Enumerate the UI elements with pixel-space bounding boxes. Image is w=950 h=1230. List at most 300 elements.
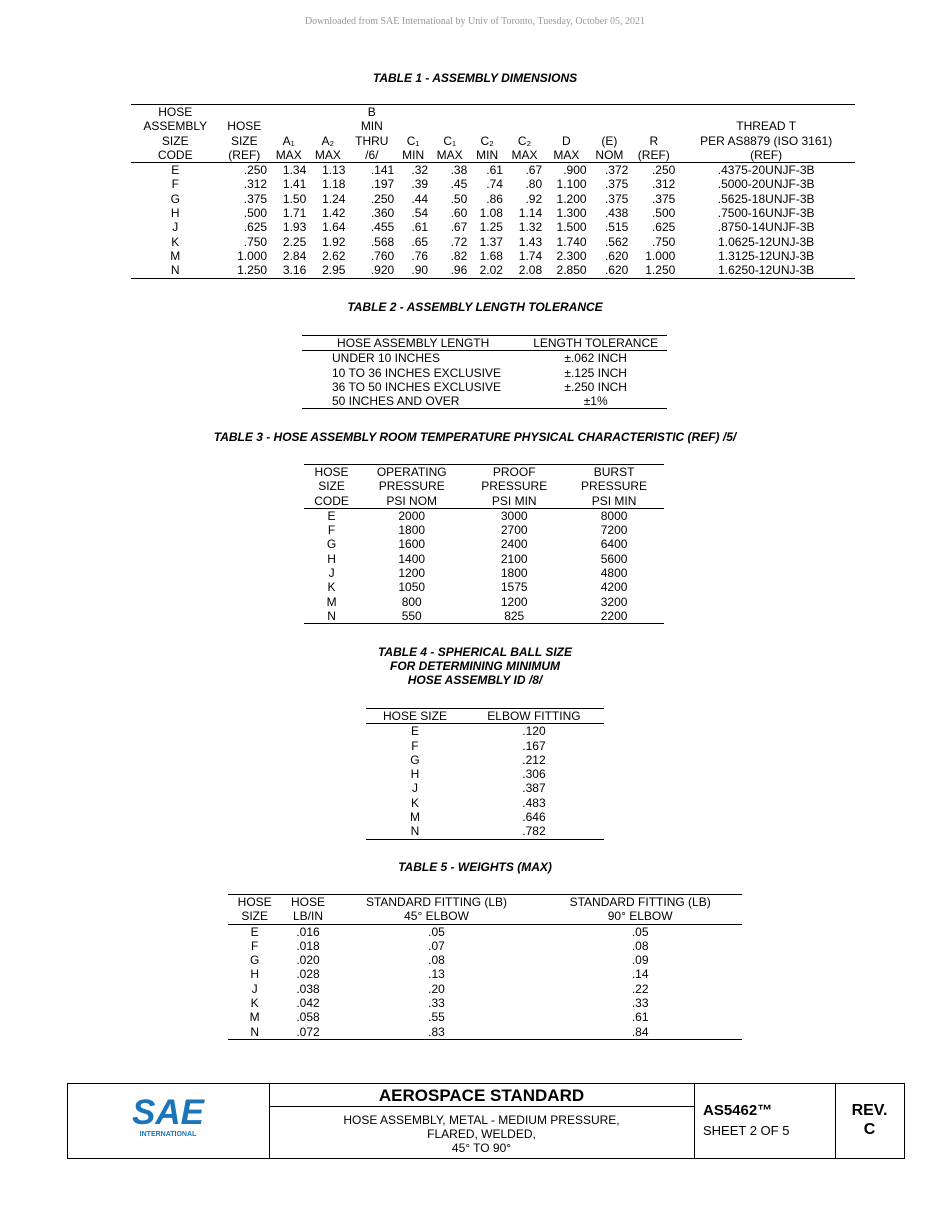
table-cell: H [327, 551, 336, 566]
sae-logo-subtext: INTERNATIONAL [139, 1131, 197, 1138]
column-header: SIZE [228, 909, 281, 924]
table-cell: M [326, 594, 337, 609]
table-cell: .13 [428, 967, 445, 982]
header-row [304, 494, 664, 509]
table-cell: .65 [411, 234, 429, 249]
table-cell: .7500-16UNJF-3B [717, 206, 815, 221]
table-cell: .515 [604, 220, 629, 235]
table-row [228, 967, 742, 981]
column-header: STANDARD FITTING (LB) [335, 895, 539, 910]
table-cell: J [251, 981, 258, 996]
column-header: SIZE [161, 133, 189, 148]
table-cell: .372 [604, 163, 629, 178]
table-cell: 2700 [500, 523, 528, 538]
table4-title [0, 645, 950, 687]
table-cell: E [171, 163, 180, 178]
table-row [366, 781, 604, 795]
table-cell: .38 [450, 163, 468, 178]
table-cell: .76 [411, 248, 429, 263]
table-row [304, 566, 664, 580]
table-cell: .646 [522, 810, 546, 825]
table-cell: .920 [347, 263, 396, 278]
table-cell: 1050 [398, 580, 426, 595]
table-cell: .32 [411, 163, 429, 178]
column-header [505, 105, 544, 120]
table-row [302, 366, 667, 380]
column-header: BURST [564, 465, 664, 480]
document-number-cell [694, 1084, 836, 1158]
table-cell: .500 [651, 206, 676, 221]
column-header: (REF) [630, 148, 677, 163]
column-header: ELBOW FITTING [464, 709, 604, 724]
table-cell: 2000 [398, 508, 426, 523]
table-cell: .625 [243, 220, 268, 235]
description-line: HOSE ASSEMBLY, METAL - MEDIUM PRESSURE, [343, 1113, 620, 1127]
column-header: MAX [544, 148, 588, 163]
table5-weights [228, 894, 742, 1040]
table-cell: F [327, 523, 336, 538]
table-cell: .387 [522, 781, 546, 796]
column-header [396, 119, 430, 133]
table-cell: .5000-20UNJF-3B [717, 177, 815, 192]
table-cell: .05 [428, 924, 445, 939]
table-cell: F [171, 177, 179, 192]
column-header [589, 105, 631, 120]
table-cell: .72 [450, 234, 468, 249]
column-header: PSI MIN [464, 494, 564, 509]
column-header: HOSE [228, 895, 281, 910]
column-header: MIN [469, 148, 505, 163]
table-cell: .86 [486, 191, 503, 206]
table-row [304, 523, 664, 537]
column-header: C₁ [406, 133, 420, 148]
table-cell: 2.300 [556, 248, 587, 263]
table-cell: 1.71 [282, 206, 307, 221]
table-row [131, 220, 855, 234]
table-cell: .55 [428, 1010, 445, 1025]
column-header: PSI NOM [359, 494, 464, 509]
table-cell: 1.0625-12UNJ-3B [718, 234, 815, 249]
table-cell: .375 [651, 191, 676, 206]
table-cell: .74 [486, 177, 503, 192]
table-cell: M [170, 248, 181, 263]
column-header: SIZE [318, 479, 345, 494]
table-cell: N [304, 609, 359, 624]
table-cell: G [170, 191, 180, 206]
column-header: OPERATING [359, 465, 464, 480]
table-cell: .5625-18UNJF-3B [717, 191, 815, 206]
column-header [505, 119, 544, 133]
header-row [302, 336, 667, 351]
column-header: (REF) [677, 148, 855, 163]
table-cell: 1800 [500, 566, 528, 581]
table-cell: .500 [243, 206, 268, 221]
table-cell: .625 [651, 220, 676, 235]
table-cell: 3200 [600, 594, 628, 609]
table-cell: .375 [243, 191, 268, 206]
table4-title-line: TABLE 4 - SPHERICAL BALL SIZE [377, 645, 572, 659]
column-header: PSI MIN [564, 494, 664, 509]
table-cell: .08 [631, 938, 649, 953]
table-row [131, 263, 855, 278]
column-header [220, 105, 270, 120]
table-cell: .562 [604, 234, 629, 249]
table-cell: 2200 [564, 609, 664, 624]
column-header: A₁ [282, 133, 295, 148]
table-cell: 1800 [398, 523, 426, 538]
table-cell: .61 [631, 1010, 649, 1025]
table-cell: K [410, 795, 419, 810]
table-cell: E [327, 508, 336, 523]
table-cell: .82 [450, 248, 468, 263]
table-cell: .67 [450, 220, 468, 235]
column-header [630, 105, 677, 120]
table-cell: 1.100 [556, 177, 587, 192]
header-row [131, 148, 855, 163]
table-cell: .782 [464, 824, 604, 839]
title-block [67, 1083, 905, 1159]
table-cell: 3.16 [269, 263, 308, 278]
column-header: MIN [360, 119, 383, 134]
table-cell: .212 [522, 752, 546, 767]
column-header: MAX [430, 148, 469, 163]
column-header: MAX [505, 148, 544, 163]
header-row [304, 479, 664, 493]
column-header: (E) [601, 133, 618, 148]
table-cell: .438 [604, 206, 629, 221]
table-cell: .900 [563, 163, 587, 178]
table-cell: 1.200 [556, 191, 587, 206]
sae-logo-text: SAE [132, 1093, 204, 1132]
table-cell: .4375-20UNJF-3B [717, 163, 815, 178]
table-cell: G [326, 537, 337, 552]
document-number: AS5462™ [703, 1102, 773, 1119]
table-cell: .750 [651, 234, 676, 249]
column-header [430, 105, 469, 120]
table-cell: .750 [243, 234, 268, 249]
title-cell [269, 1084, 695, 1158]
table-cell: 2.25 [282, 234, 307, 249]
table-cell: 1.43 [518, 234, 543, 249]
table-cell: 1.64 [322, 220, 346, 235]
table-cell: .83 [335, 1025, 539, 1040]
sae-logo-icon [68, 1084, 269, 1158]
table-cell: J [411, 781, 418, 796]
table-cell: .45 [450, 177, 468, 192]
table-row [302, 394, 667, 409]
column-header: HOSE ASSEMBLY LENGTH [302, 336, 524, 351]
table-cell: .67 [525, 163, 543, 178]
table-cell: J [328, 566, 335, 581]
table-cell: .375 [604, 177, 629, 192]
table-row [228, 1025, 742, 1040]
column-header [269, 105, 308, 120]
table-cell: .60 [450, 206, 468, 221]
table-row [302, 380, 667, 394]
table2-title: TABLE 2 - ASSEMBLY LENGTH TOLERANCE [347, 300, 603, 314]
table-row [304, 552, 664, 566]
table-cell: 1.740 [556, 234, 587, 249]
table-cell: 1.000 [645, 248, 676, 263]
table-cell: .33 [428, 996, 445, 1011]
header-row [131, 119, 855, 133]
column-header: HOSE [304, 465, 359, 480]
column-header [469, 105, 505, 120]
table-cell: 50 INCHES AND OVER [302, 394, 524, 409]
table-cell: 1.6250-12UNJ-3B [677, 263, 855, 278]
table-cell: .8750-14UNJF-3B [717, 220, 815, 235]
table-cell: .250 [651, 163, 676, 178]
table-row [228, 996, 742, 1010]
table-row [304, 537, 664, 551]
table-cell: H [170, 206, 180, 221]
column-header: THREAD T [736, 119, 797, 134]
column-header: LB/IN [281, 909, 334, 924]
table-cell: .20 [428, 981, 445, 996]
column-header: STANDARD FITTING (LB) [538, 895, 742, 910]
table-row [228, 1010, 742, 1024]
table-cell: H [410, 767, 420, 782]
description-line: FLARED, WELDED, [427, 1127, 536, 1141]
description-line: 45° TO 90° [451, 1141, 512, 1155]
table-cell: .22 [631, 981, 649, 996]
table-cell: .028 [296, 967, 320, 982]
table-cell: 1.500 [556, 220, 587, 235]
table-row [366, 796, 604, 810]
table-cell: .042 [296, 996, 320, 1011]
table-cell: .018 [296, 938, 320, 953]
table-row [131, 206, 855, 220]
table-cell: 1.34 [282, 163, 307, 178]
sae-logo-cell [68, 1084, 270, 1158]
table-cell: .016 [296, 924, 320, 939]
table-cell: .141 [370, 163, 395, 178]
table-cell: .50 [450, 191, 468, 206]
table-row [366, 724, 604, 739]
header-row [228, 895, 742, 910]
sheet-number: SHEET 2 OF 5 [703, 1123, 790, 1138]
table-cell: 1.18 [322, 177, 346, 192]
table1-title: TABLE 1 - ASSEMBLY DIMENSIONS [372, 71, 578, 85]
table-cell: H [250, 967, 259, 982]
table-row [131, 235, 855, 249]
table-cell: .14 [631, 967, 649, 982]
table3-title: TABLE 3 - HOSE ASSEMBLY ROOM TEMPERATURE PHYSICAL CHARACTERISTIC (REF) /5/ [213, 430, 737, 444]
table-row [131, 163, 855, 178]
table-cell: 2.08 [505, 263, 544, 278]
column-header [269, 119, 308, 133]
table-row [366, 810, 604, 824]
table-row [228, 953, 742, 967]
revision-cell [835, 1084, 904, 1158]
table-cell: .08 [428, 953, 445, 968]
column-header: NOM [589, 148, 631, 163]
table-cell: N [366, 824, 464, 839]
table-cell: .61 [411, 220, 429, 235]
table-cell: 1.92 [322, 234, 346, 249]
table-cell: .568 [370, 234, 395, 249]
column-header: PER AS8879 (ISO 3161) [700, 133, 833, 148]
column-header [630, 119, 677, 133]
table-cell: .197 [370, 177, 395, 192]
column-header: MIN [396, 148, 430, 163]
table-cell: 2.62 [322, 248, 346, 263]
table-cell: 3000 [500, 508, 528, 523]
table-cell: 1200 [398, 566, 426, 581]
table2-length-tolerance [302, 335, 667, 409]
table-cell: .455 [370, 220, 395, 235]
table4-title-line: HOSE ASSEMBLY ID /8/ [407, 673, 543, 687]
header-row [131, 134, 855, 148]
table-cell: ±1% [524, 394, 667, 409]
column-header: HOSE [227, 119, 262, 134]
table-row [366, 739, 604, 753]
table-cell: 1.3125-12UNJ-3B [718, 248, 815, 263]
table-cell: E [410, 724, 419, 739]
table-row [228, 939, 742, 953]
table-cell: 1.93 [282, 220, 307, 235]
column-header: HOSE SIZE [366, 709, 464, 724]
column-header: /6/ [347, 148, 396, 163]
table-cell: .61 [486, 163, 503, 178]
column-header: ASSEMBLY [143, 119, 208, 134]
table5-title: TABLE 5 - WEIGHTS (MAX) [398, 860, 552, 874]
table-cell: 1.300 [556, 206, 587, 221]
column-header [469, 119, 505, 133]
table-cell: 8000 [600, 508, 628, 523]
table-cell: .620 [604, 248, 629, 263]
table-cell: 1.08 [479, 206, 503, 221]
column-header: A₂ [321, 133, 335, 148]
table-cell: ±.250 INCH [564, 379, 627, 394]
table-cell: .020 [296, 953, 320, 968]
table-row [366, 753, 604, 767]
header-row [366, 709, 604, 724]
column-header: HOSE [131, 105, 220, 120]
revision-label: REV. [851, 1102, 888, 1119]
column-header: D [562, 133, 571, 148]
column-header: PRESSURE [581, 479, 648, 494]
table-row [131, 177, 855, 191]
table1-assembly-dimensions [131, 104, 855, 279]
table-row [366, 767, 604, 781]
table-row [131, 192, 855, 206]
table-cell: 800 [401, 594, 422, 609]
table-row [228, 982, 742, 996]
table-cell: 1.37 [479, 234, 503, 249]
table-cell: K [171, 234, 180, 249]
table-cell: .483 [522, 795, 546, 810]
table-cell: 4200 [600, 580, 628, 595]
header-row [228, 909, 742, 924]
table-cell: 4800 [600, 566, 628, 581]
table-cell: .306 [522, 767, 546, 782]
table-cell: G [250, 953, 260, 968]
table3-physical-characteristic [304, 464, 664, 624]
table-cell: M [249, 1010, 260, 1025]
column-header [589, 119, 631, 133]
table-cell: 1.13 [322, 163, 346, 178]
table-cell: 5600 [600, 551, 628, 566]
table-cell: K [250, 996, 259, 1011]
table-cell: .038 [296, 981, 320, 996]
table-cell: 1.32 [518, 220, 543, 235]
table-cell: .375 [604, 191, 629, 206]
table-cell: .120 [522, 724, 546, 739]
table4-title-line: FOR DETERMINING MINIMUM [390, 659, 560, 673]
column-header: C₂ [517, 133, 532, 148]
table-cell: 2.84 [282, 248, 307, 263]
column-header: PRESSURE [378, 479, 445, 494]
header-row [304, 465, 664, 480]
table-row [366, 824, 604, 839]
table-cell: 550 [359, 609, 464, 624]
table-cell: G [410, 752, 420, 767]
column-header: CODE [131, 148, 220, 163]
table-row [131, 249, 855, 263]
column-header: 90° ELBOW [538, 909, 742, 924]
table-cell: ±.062 INCH [564, 351, 627, 366]
table-cell: .80 [525, 177, 543, 192]
table-cell: 2100 [500, 551, 528, 566]
table-cell: .250 [370, 191, 395, 206]
column-header [544, 105, 588, 120]
table-row [302, 351, 667, 366]
table-cell: F [251, 938, 259, 953]
table-cell: 1.250 [220, 263, 270, 278]
table-cell: 1.50 [282, 191, 307, 206]
column-header: B [347, 105, 396, 120]
table-cell: F [411, 738, 419, 753]
table-cell: 2.02 [469, 263, 505, 278]
column-header [308, 119, 347, 133]
column-header: R [649, 133, 659, 148]
table-row [304, 508, 664, 523]
table-cell: 1.24 [322, 191, 346, 206]
column-header: MAX [308, 148, 347, 163]
column-header: C₂ [480, 133, 494, 148]
column-header: PRESSURE [481, 479, 548, 494]
table-cell: 2.850 [544, 263, 588, 278]
table-cell: 6400 [600, 537, 628, 552]
table-cell: 1.74 [518, 248, 543, 263]
table-row [304, 609, 664, 624]
column-header: C₁ [443, 133, 457, 148]
table-cell: 1200 [500, 594, 528, 609]
table-cell: .312 [651, 177, 676, 192]
table-cell: 1400 [398, 551, 426, 566]
download-watermark: Downloaded from SAE International by Univ of Toronto, Tuesday, October 05, 2021 [304, 16, 646, 27]
table-cell: E [250, 924, 259, 939]
table-cell: 1.68 [479, 248, 503, 263]
table-cell: .360 [370, 206, 395, 221]
column-header: 45° ELBOW [335, 909, 539, 924]
table-cell: J [172, 220, 179, 235]
table-cell: .167 [522, 738, 546, 753]
table-cell: 1.14 [518, 206, 543, 221]
table-row [304, 580, 664, 594]
table-row [304, 595, 664, 609]
table-cell: .250 [243, 163, 268, 178]
column-header: SIZE [230, 133, 258, 148]
table-cell: .760 [370, 248, 395, 263]
table-cell: .05 [631, 924, 649, 939]
column-header: LENGTH TOLERANCE [524, 336, 667, 351]
table-cell: .09 [631, 953, 649, 968]
table-cell: 1.42 [322, 206, 346, 221]
table-cell: .44 [411, 191, 429, 206]
table-cell: .33 [631, 996, 649, 1011]
